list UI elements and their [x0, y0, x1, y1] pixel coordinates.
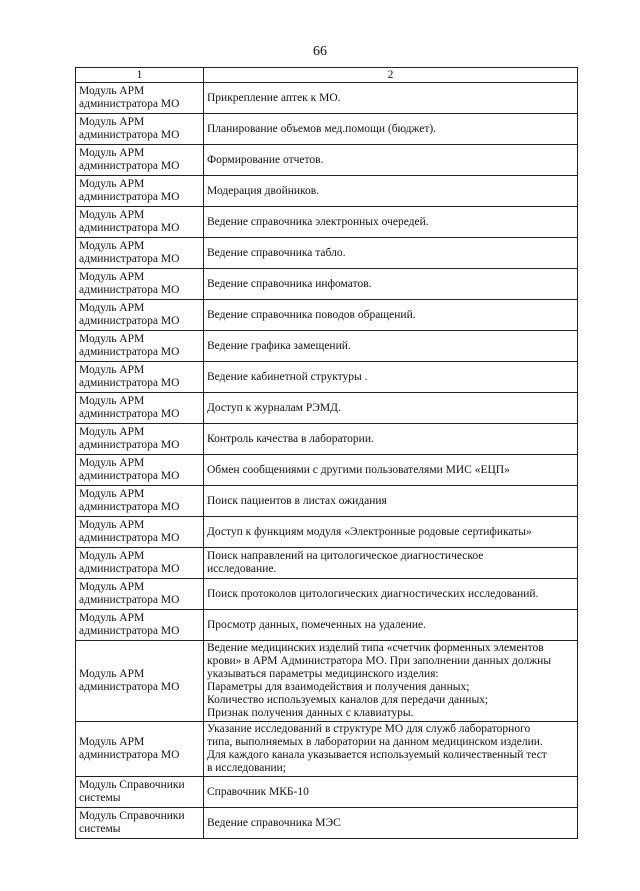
requirements-table	[75, 67, 578, 839]
function-description-cell	[204, 331, 578, 362]
function-description-line: Количество используемых каналов для передачи данных;	[207, 694, 489, 706]
function-description-cell	[204, 808, 578, 839]
module-name-line: администратора МО	[79, 594, 180, 606]
table-row	[76, 362, 578, 393]
table-row	[76, 145, 578, 176]
module-name-line: администратора МО	[79, 625, 180, 637]
module-name-line: Модуль АРМ	[79, 668, 145, 680]
function-description-line: Планирование объемов мед.помощи (бюджет).	[207, 122, 437, 135]
function-description-line: Ведение медицинских изделий типа «счетчик форменных элементов	[207, 642, 544, 654]
module-name-line: Модуль АРМ	[79, 271, 145, 283]
module-name-line: администратора МО	[79, 532, 180, 544]
function-description-line: Просмотр данных, помеченных на удаление.	[207, 618, 427, 631]
function-description-cell	[204, 362, 578, 393]
module-cell	[76, 486, 204, 517]
module-name-line: Модуль АРМ	[79, 209, 145, 221]
module-cell	[76, 83, 204, 114]
column-header-2: 2	[204, 68, 578, 83]
function-description-cell	[204, 722, 578, 777]
module-name-line: Модуль Справочники	[79, 810, 185, 822]
module-name-line: администратора МО	[79, 563, 180, 575]
table-row	[76, 610, 578, 641]
table-row	[76, 455, 578, 486]
function-description-cell	[204, 486, 578, 517]
module-name-line: администратора МО	[79, 501, 180, 513]
function-description-line: типа, выполняемых в лаборатории на данном медицинском изделии.	[207, 736, 543, 748]
function-description-line: Формирование отчетов.	[207, 153, 324, 166]
module-name-line: системы	[79, 823, 121, 835]
function-description-line: Поиск протоколов цитологических диагностических исследований.	[207, 587, 539, 600]
module-name-line: администратора МО	[79, 284, 180, 296]
module-cell	[76, 641, 204, 722]
table-row	[76, 641, 578, 722]
module-cell	[76, 269, 204, 300]
module-name-line: администратора МО	[79, 253, 180, 265]
function-description-cell	[204, 176, 578, 207]
module-name-line: администратора МО	[79, 470, 180, 482]
module-name-line: администратора МО	[79, 377, 180, 389]
function-description-line: исследование.	[207, 563, 277, 575]
function-description-line: Ведение справочника поводов обращений.	[207, 308, 416, 321]
module-cell	[76, 114, 204, 145]
module-name-line: администратора МО	[79, 129, 180, 141]
function-description-line: Ведение кабинетной структуры .	[207, 370, 368, 383]
module-cell	[76, 517, 204, 548]
module-name-line: Модуль АРМ	[79, 581, 145, 593]
module-name-line: Модуль АРМ	[79, 116, 145, 128]
function-description-cell	[204, 145, 578, 176]
function-description-cell	[204, 424, 578, 455]
module-cell	[76, 176, 204, 207]
function-description-cell	[204, 579, 578, 610]
table-row	[76, 548, 578, 579]
module-cell	[76, 145, 204, 176]
module-name-line: Модуль Справочники	[79, 779, 185, 791]
function-description-cell	[204, 83, 578, 114]
function-description-line: указываться параметры медицинского изделия:	[207, 668, 439, 680]
function-description-line: Признак получения данных с клавиатуры.	[207, 707, 414, 719]
function-description-cell	[204, 300, 578, 331]
module-name-line: администратора МО	[79, 315, 180, 327]
function-description-line: Контроль качества в лаборатории.	[207, 432, 374, 445]
module-name-line: Модуль АРМ	[79, 519, 145, 531]
module-name-line: Модуль АРМ	[79, 364, 145, 376]
module-name-line: администратора МО	[79, 439, 180, 451]
module-cell	[76, 777, 204, 808]
module-cell	[76, 808, 204, 839]
function-description-line: Модерация двойников.	[207, 184, 320, 197]
table-row	[76, 207, 578, 238]
table-row	[76, 517, 578, 548]
function-description-cell	[204, 455, 578, 486]
module-name-line: Модуль АРМ	[79, 488, 145, 500]
table-row	[76, 114, 578, 145]
function-description-cell	[204, 114, 578, 145]
function-description-line: в исследовании;	[207, 762, 287, 774]
table-row	[76, 579, 578, 610]
module-name-line: системы	[79, 792, 121, 804]
module-name-line: администратора МО	[79, 222, 180, 234]
function-description-line: Прикрепление аптек к МО.	[207, 91, 341, 104]
module-cell	[76, 579, 204, 610]
module-name-line: Модуль АРМ	[79, 333, 145, 345]
module-cell	[76, 455, 204, 486]
table-row	[76, 83, 578, 114]
table-row	[76, 176, 578, 207]
table-row	[76, 722, 578, 777]
table-row	[76, 808, 578, 839]
function-description-cell	[204, 207, 578, 238]
module-cell	[76, 393, 204, 424]
module-name-line: администратора МО	[79, 160, 180, 172]
module-cell	[76, 722, 204, 777]
function-description-line: Указание исследований в структуре МО для служб лабораторного	[207, 723, 531, 735]
module-name-line: Модуль АРМ	[79, 457, 145, 469]
function-description-line: Поиск пациентов в листах ожидания	[207, 494, 387, 507]
module-name-line: администратора МО	[79, 408, 180, 420]
function-description-cell	[204, 548, 578, 579]
module-name-line: Модуль АРМ	[79, 426, 145, 438]
page-number: 66	[313, 44, 327, 59]
module-name-line: Модуль АРМ	[79, 85, 145, 97]
module-cell	[76, 300, 204, 331]
module-name-line: Модуль АРМ	[79, 550, 145, 562]
function-description-line: Доступ к журналам РЭМД.	[207, 401, 341, 414]
function-description-cell	[204, 269, 578, 300]
module-cell	[76, 362, 204, 393]
module-name-line: администратора МО	[79, 749, 180, 761]
module-name-line: Модуль АРМ	[79, 147, 145, 159]
table-body	[76, 83, 578, 839]
table-row	[76, 300, 578, 331]
table-row	[76, 269, 578, 300]
function-description-cell	[204, 238, 578, 269]
function-description-cell	[204, 777, 578, 808]
function-description-line: Для каждого канала указывается используемый количественный тест	[207, 749, 547, 761]
module-name-line: администратора МО	[79, 98, 180, 110]
module-cell	[76, 207, 204, 238]
module-cell	[76, 548, 204, 579]
module-name-line: Модуль АРМ	[79, 178, 145, 190]
module-name-line: Модуль АРМ	[79, 736, 145, 748]
module-cell	[76, 424, 204, 455]
module-name-line: администратора МО	[79, 681, 180, 693]
function-description-cell	[204, 393, 578, 424]
module-name-line: Модуль АРМ	[79, 612, 145, 624]
table-row	[76, 238, 578, 269]
table-row	[76, 393, 578, 424]
function-description-line: Ведение справочника МЭС	[207, 816, 341, 829]
function-description-line: Параметры для взаимодействия и получения данных;	[207, 681, 470, 693]
function-description-line: крови» в АРМ Администратора МО. При заполнении данных должны	[207, 655, 552, 667]
module-name-line: Модуль АРМ	[79, 395, 145, 407]
function-description-line: Ведение справочника инфоматов.	[207, 277, 372, 290]
function-description-line: Ведение справочника табло.	[207, 246, 346, 259]
function-description-line: Обмен сообщениями с другими пользователями МИС «ЕЦП»	[207, 463, 510, 476]
module-name-line: администратора МО	[79, 191, 180, 203]
table-row	[76, 331, 578, 362]
table-header-row	[76, 68, 578, 83]
function-description-cell	[204, 641, 578, 722]
column-header-1: 1	[76, 68, 204, 83]
function-description-line: Справочник МКБ-10	[207, 785, 309, 798]
function-description-line: Ведение справочника электронных очередей.	[207, 215, 429, 228]
function-description-cell	[204, 610, 578, 641]
function-description-line: Ведение графика замещений.	[207, 339, 351, 352]
module-name-line: Модуль АРМ	[79, 302, 145, 314]
table-row	[76, 424, 578, 455]
module-name-line: администратора МО	[79, 346, 180, 358]
module-cell	[76, 331, 204, 362]
function-description-line: Поиск направлений на цитологическое диагностическое	[207, 550, 484, 562]
function-description-line: Доступ к функциям модуля «Электронные родовые сертификаты»	[207, 525, 532, 538]
module-cell	[76, 238, 204, 269]
table-row	[76, 777, 578, 808]
table-row	[76, 486, 578, 517]
module-name-line: Модуль АРМ	[79, 240, 145, 252]
function-description-cell	[204, 517, 578, 548]
module-cell	[76, 610, 204, 641]
